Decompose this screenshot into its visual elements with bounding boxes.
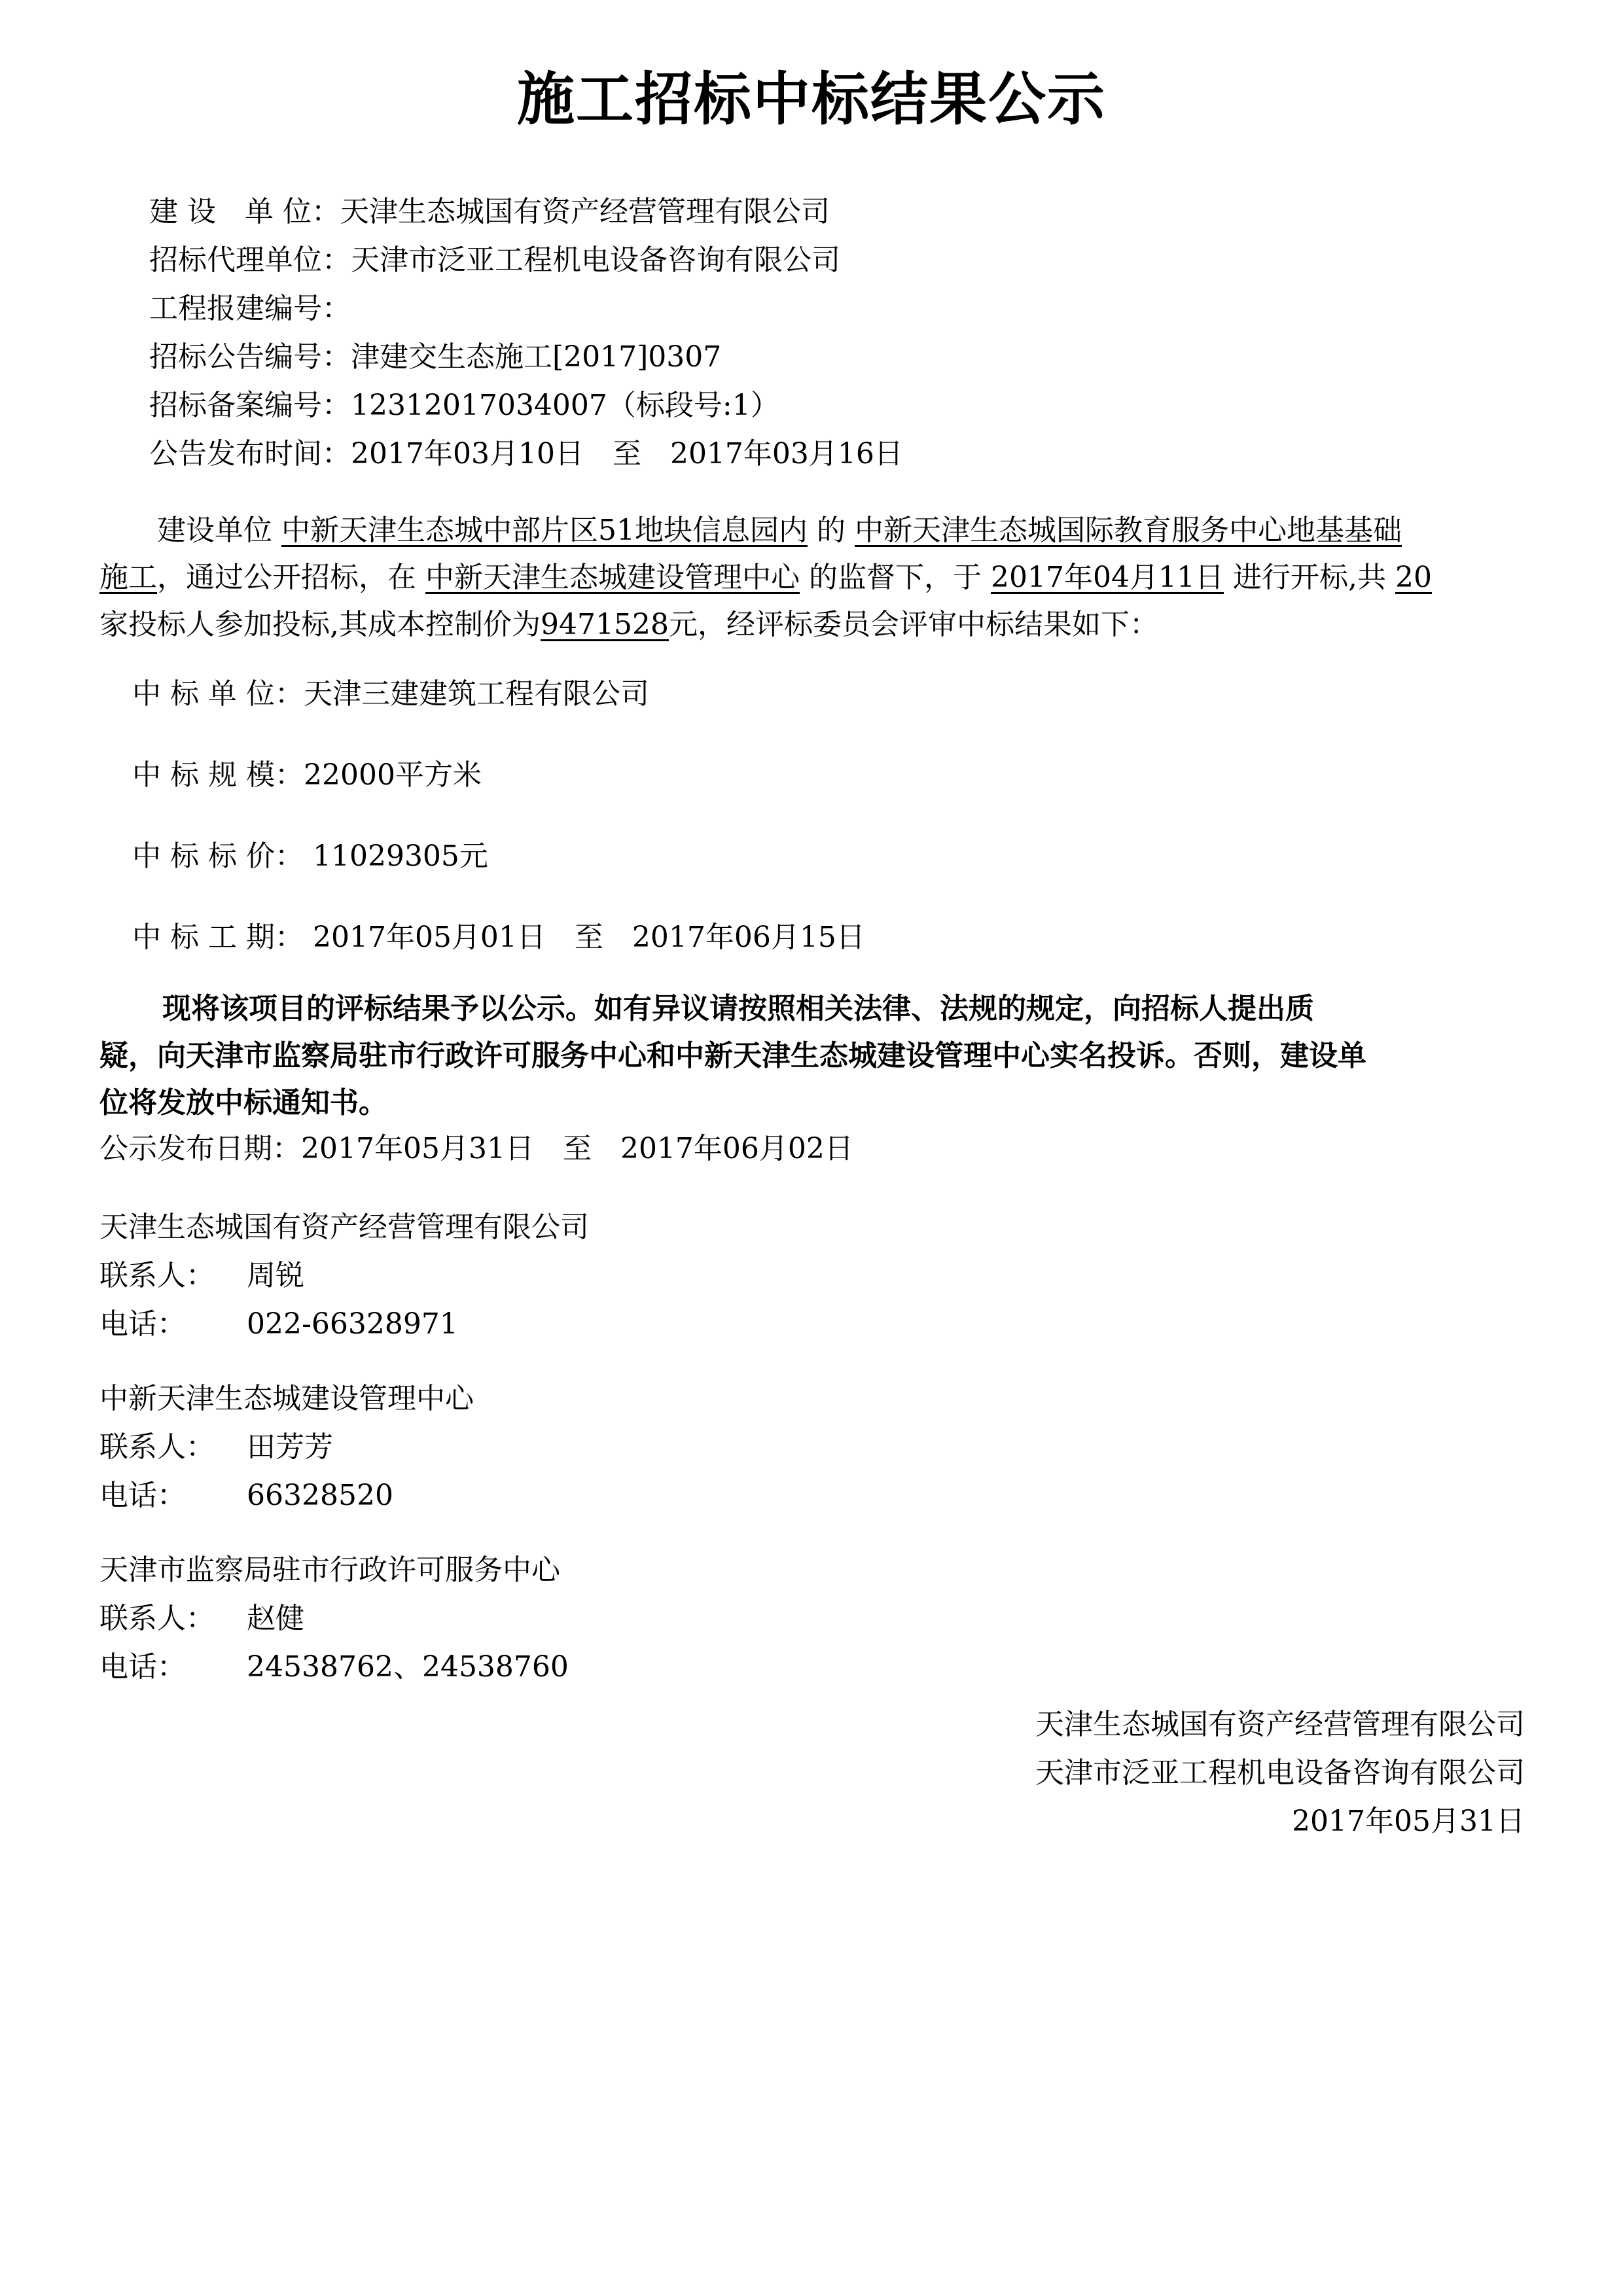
info-record-no-label: 招标备案编号： — [149, 389, 351, 422]
result-scale-label: 中 标 规 模： — [132, 758, 304, 792]
notice-line-3: 位将发放中标通知书。 — [99, 1086, 387, 1120]
info-record-no-value: 12312017034007（标段号:1） — [351, 389, 779, 422]
result-winner — [132, 676, 649, 713]
body-text: ，通过公开招标，在 — [157, 561, 416, 594]
body-location: 中新天津生态城中部片区51地块信息园内 — [281, 514, 808, 547]
contact-org: 天津市监察局驻市行政许可服务中心 — [99, 1553, 560, 1587]
body-text: 元，经评标委员会评审中标结果如下： — [668, 608, 1158, 641]
info-publish-time-value: 2017年03月10日 至 2017年03月16日 — [351, 437, 903, 470]
info-builder-label: 建 设 单 位： — [149, 195, 340, 228]
info-record-no — [149, 387, 779, 424]
info-notice-no — [149, 339, 721, 376]
contact-phone-label: 电话： — [99, 1307, 186, 1341]
info-project-no-label: 工程报建编号： — [149, 292, 351, 325]
contact-phone — [99, 1649, 623, 1686]
body-text: 家投标人参加投标,其成本控制价为 — [99, 608, 541, 641]
contact-person-value: 周锐 — [247, 1259, 304, 1292]
page-title: 施工招标中标结果公示 — [516, 65, 1106, 133]
signature-org-2: 天津市泛亚工程机电设备咨询有限公司 — [1035, 1756, 1525, 1790]
info-notice-no-label: 招标公告编号： — [149, 340, 351, 374]
result-period-label: 中 标 工 期： — [132, 921, 304, 954]
notice-line-2: 疑，向天津市监察局驻市行政许可服务中心和中新天津生态城建设管理中心实名投诉。否则，建设单 — [99, 1039, 1366, 1072]
body-paragraph-line-3 — [99, 601, 1158, 648]
contact-person — [99, 1429, 623, 1466]
result-scale-value: 22000平方米 — [303, 758, 482, 792]
contact-person-label: 联系人： — [99, 1430, 215, 1464]
result-period — [132, 919, 865, 956]
body-paragraph-line-2 — [99, 554, 1432, 601]
contact-phone-value: 022-66328971 — [247, 1307, 458, 1341]
contact-phone-value: 24538762、24538760 — [247, 1650, 569, 1684]
notice-line-1: 现将该项目的评标结果予以公示。如有异议请按照相关法律、法规的规定，向招标人提出质 — [162, 992, 1314, 1025]
result-price-label: 中 标 标 价： — [132, 839, 304, 873]
result-winner-label: 中 标 单 位： — [132, 677, 304, 711]
result-price-value: 11029305元 — [312, 839, 488, 873]
info-agent-value: 天津市泛亚工程机电设备咨询有限公司 — [351, 243, 840, 277]
body-open-date: 2017年04月11日 — [991, 561, 1224, 594]
contact-person-label: 联系人： — [99, 1602, 215, 1635]
info-project-no — [149, 291, 351, 327]
result-scale — [132, 757, 482, 794]
contact-person-value: 田芳芳 — [247, 1430, 333, 1464]
result-period-value: 2017年05月01日 至 2017年06月15日 — [312, 921, 865, 954]
contact-phone — [99, 1306, 623, 1343]
info-publish-time — [149, 436, 903, 472]
info-notice-no-value: 津建交生态施工[2017]0307 — [351, 340, 722, 374]
contact-phone-value: 66328520 — [247, 1479, 393, 1512]
body-text: 的监督下，于 — [809, 561, 982, 594]
signature-date: 2017年05月31日 — [1292, 1805, 1525, 1838]
contact-person-label: 联系人： — [99, 1259, 215, 1292]
contact-phone-label: 电话： — [99, 1650, 186, 1684]
contact-phone — [99, 1477, 623, 1514]
contact-phone-label: 电话： — [99, 1479, 186, 1512]
publicity-date: 公示发布日期：2017年05月31日 至 2017年06月02日 — [99, 1132, 853, 1165]
info-builder-value: 天津生态城国有资产经营管理有限公司 — [340, 195, 830, 228]
info-agent — [149, 242, 840, 279]
body-project-name-cont: 施工 — [99, 561, 157, 594]
body-bidder-count: 20 — [1395, 561, 1432, 594]
contact-org: 天津生态城国有资产经营管理有限公司 — [99, 1210, 589, 1244]
contact-org: 中新天津生态城建设管理中心 — [99, 1382, 474, 1415]
info-agent-label: 招标代理单位： — [149, 243, 351, 277]
contact-person — [99, 1600, 623, 1637]
info-builder — [149, 194, 830, 230]
body-text: 建设单位 — [157, 514, 272, 547]
body-text: 进行开标,共 — [1232, 561, 1386, 594]
result-winner-value: 天津三建建筑工程有限公司 — [303, 677, 649, 711]
body-supervisor: 中新天津生态城建设管理中心 — [425, 561, 800, 594]
body-project-name: 中新天津生态城国际教育服务中心地基基础 — [855, 514, 1402, 547]
body-cost-price: 9471528 — [541, 608, 669, 641]
info-publish-time-label: 公告发布时间： — [149, 437, 351, 470]
body-paragraph-line-1 — [157, 507, 1402, 554]
contact-person — [99, 1258, 623, 1294]
body-text: 的 — [817, 514, 846, 547]
contact-person-value: 赵健 — [247, 1602, 304, 1635]
result-price — [132, 838, 488, 875]
signature-org-1: 天津生态城国有资产经营管理有限公司 — [1035, 1708, 1525, 1741]
